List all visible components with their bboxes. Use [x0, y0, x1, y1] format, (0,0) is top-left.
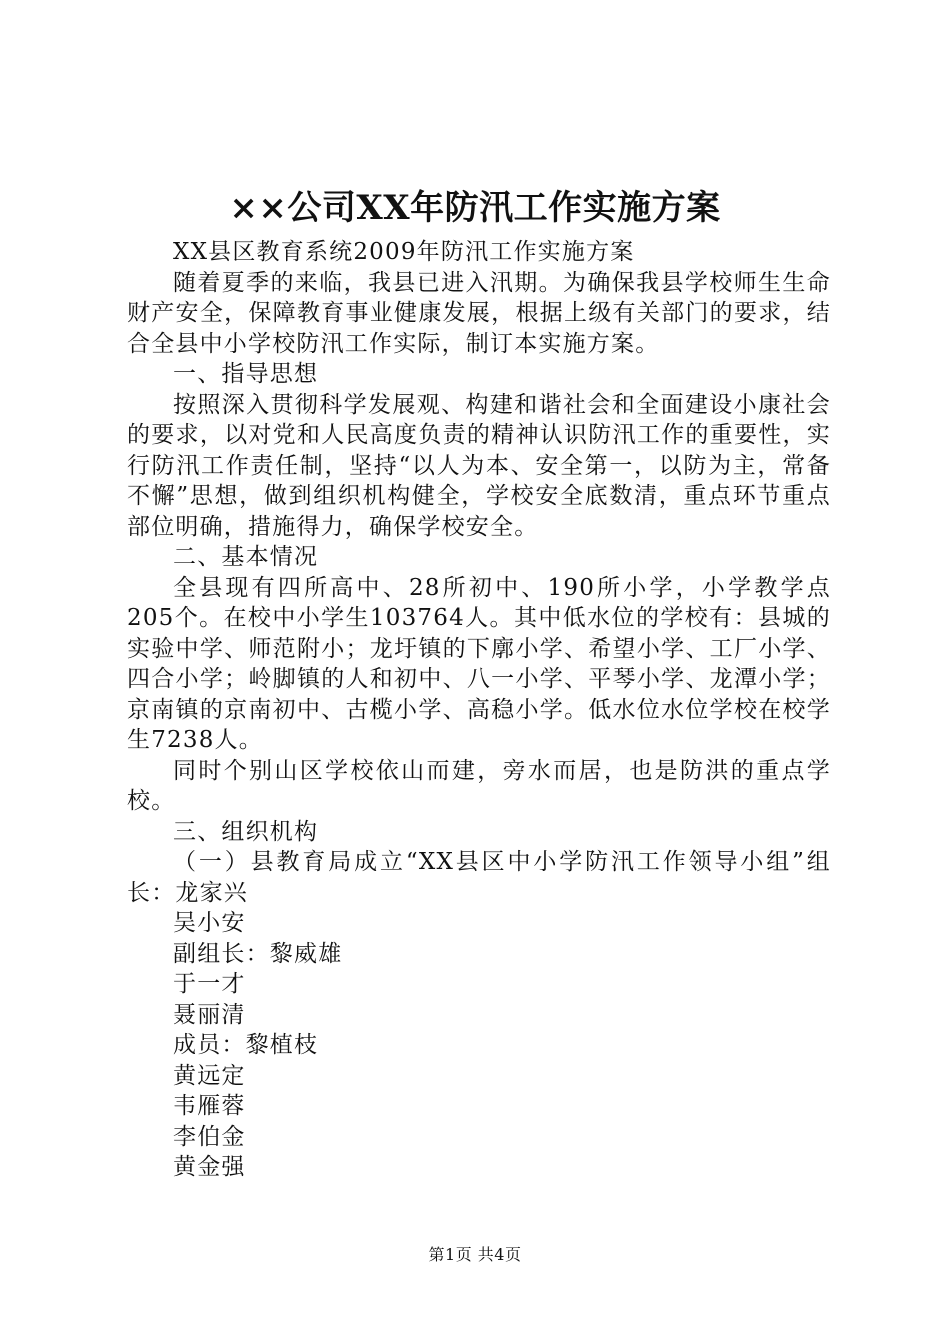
member-line: 李伯金: [173, 1123, 246, 1150]
member-line: 吴小安: [173, 910, 246, 936]
document-paragraph: 全县现有四所高中、28所初中、190所小学，小学教学点205个。在校中小学生103764人。其中低水位的学校有：县城的实验中学、师范附小；龙圩镇的下廓小学、希望小学、工厂小学、四合小学；岭脚镇的人和初中、八一小学、平琴小学、龙潭小学；京南镇的京南初中、古榄小学、高稳小学。低水位水位学校在校学生7238人。: [127, 574, 831, 753]
member-line: 韦雁蓉: [173, 1093, 246, 1119]
document-paragraph: 按照深入贯彻科学发展观、构建和谐社会和全面建设小康社会的要求，以对党和人民高度负责的精神认识防汛工作的重要性，实行防汛工作责任制，坚持“以人为本、安全第一，以防为主，常备不懈”思想，做到组织机构健全，学校安全底数清，重点环节重点部位明确，措施得力，确保学校安全。: [127, 391, 831, 540]
member-line: 于一才: [173, 971, 246, 997]
member-line: 副组长：黎威雄: [173, 940, 343, 967]
member-line: 成员：黎植枝: [173, 1032, 319, 1058]
document-paragraph: 同时个别山区学校依山而建，旁水而居，也是防洪的重点学校。: [127, 757, 831, 814]
document-paragraph: （一）县教育局成立“XX县区中小学防汛工作领导小组”组长：龙家兴: [127, 849, 831, 906]
section-heading: 一、指导思想: [173, 361, 319, 387]
member-line: 黄金强: [173, 1154, 246, 1180]
member-line: 聂丽清: [173, 1001, 246, 1028]
document-paragraph: XX县区教育系统2009年防汛工作实施方案: [173, 239, 635, 265]
member-line: 黄远定: [173, 1062, 246, 1089]
document-body: [127, 237, 831, 1183]
section-heading: 二、基本情况: [173, 544, 319, 570]
section-heading: 三、组织机构: [173, 818, 319, 845]
document-title: ××公司XX年防汛工作实施方案: [229, 188, 721, 228]
document-paragraph: 随着夏季的来临，我县已进入汛期。为确保我县学校师生生命财产安全，保障教育事业健康发展，根据上级有关部门的要求，结合全县中小学校防汛工作实际，制订本实施方案。: [127, 269, 831, 357]
page-footer: 第1页 共4页: [428, 1245, 522, 1264]
